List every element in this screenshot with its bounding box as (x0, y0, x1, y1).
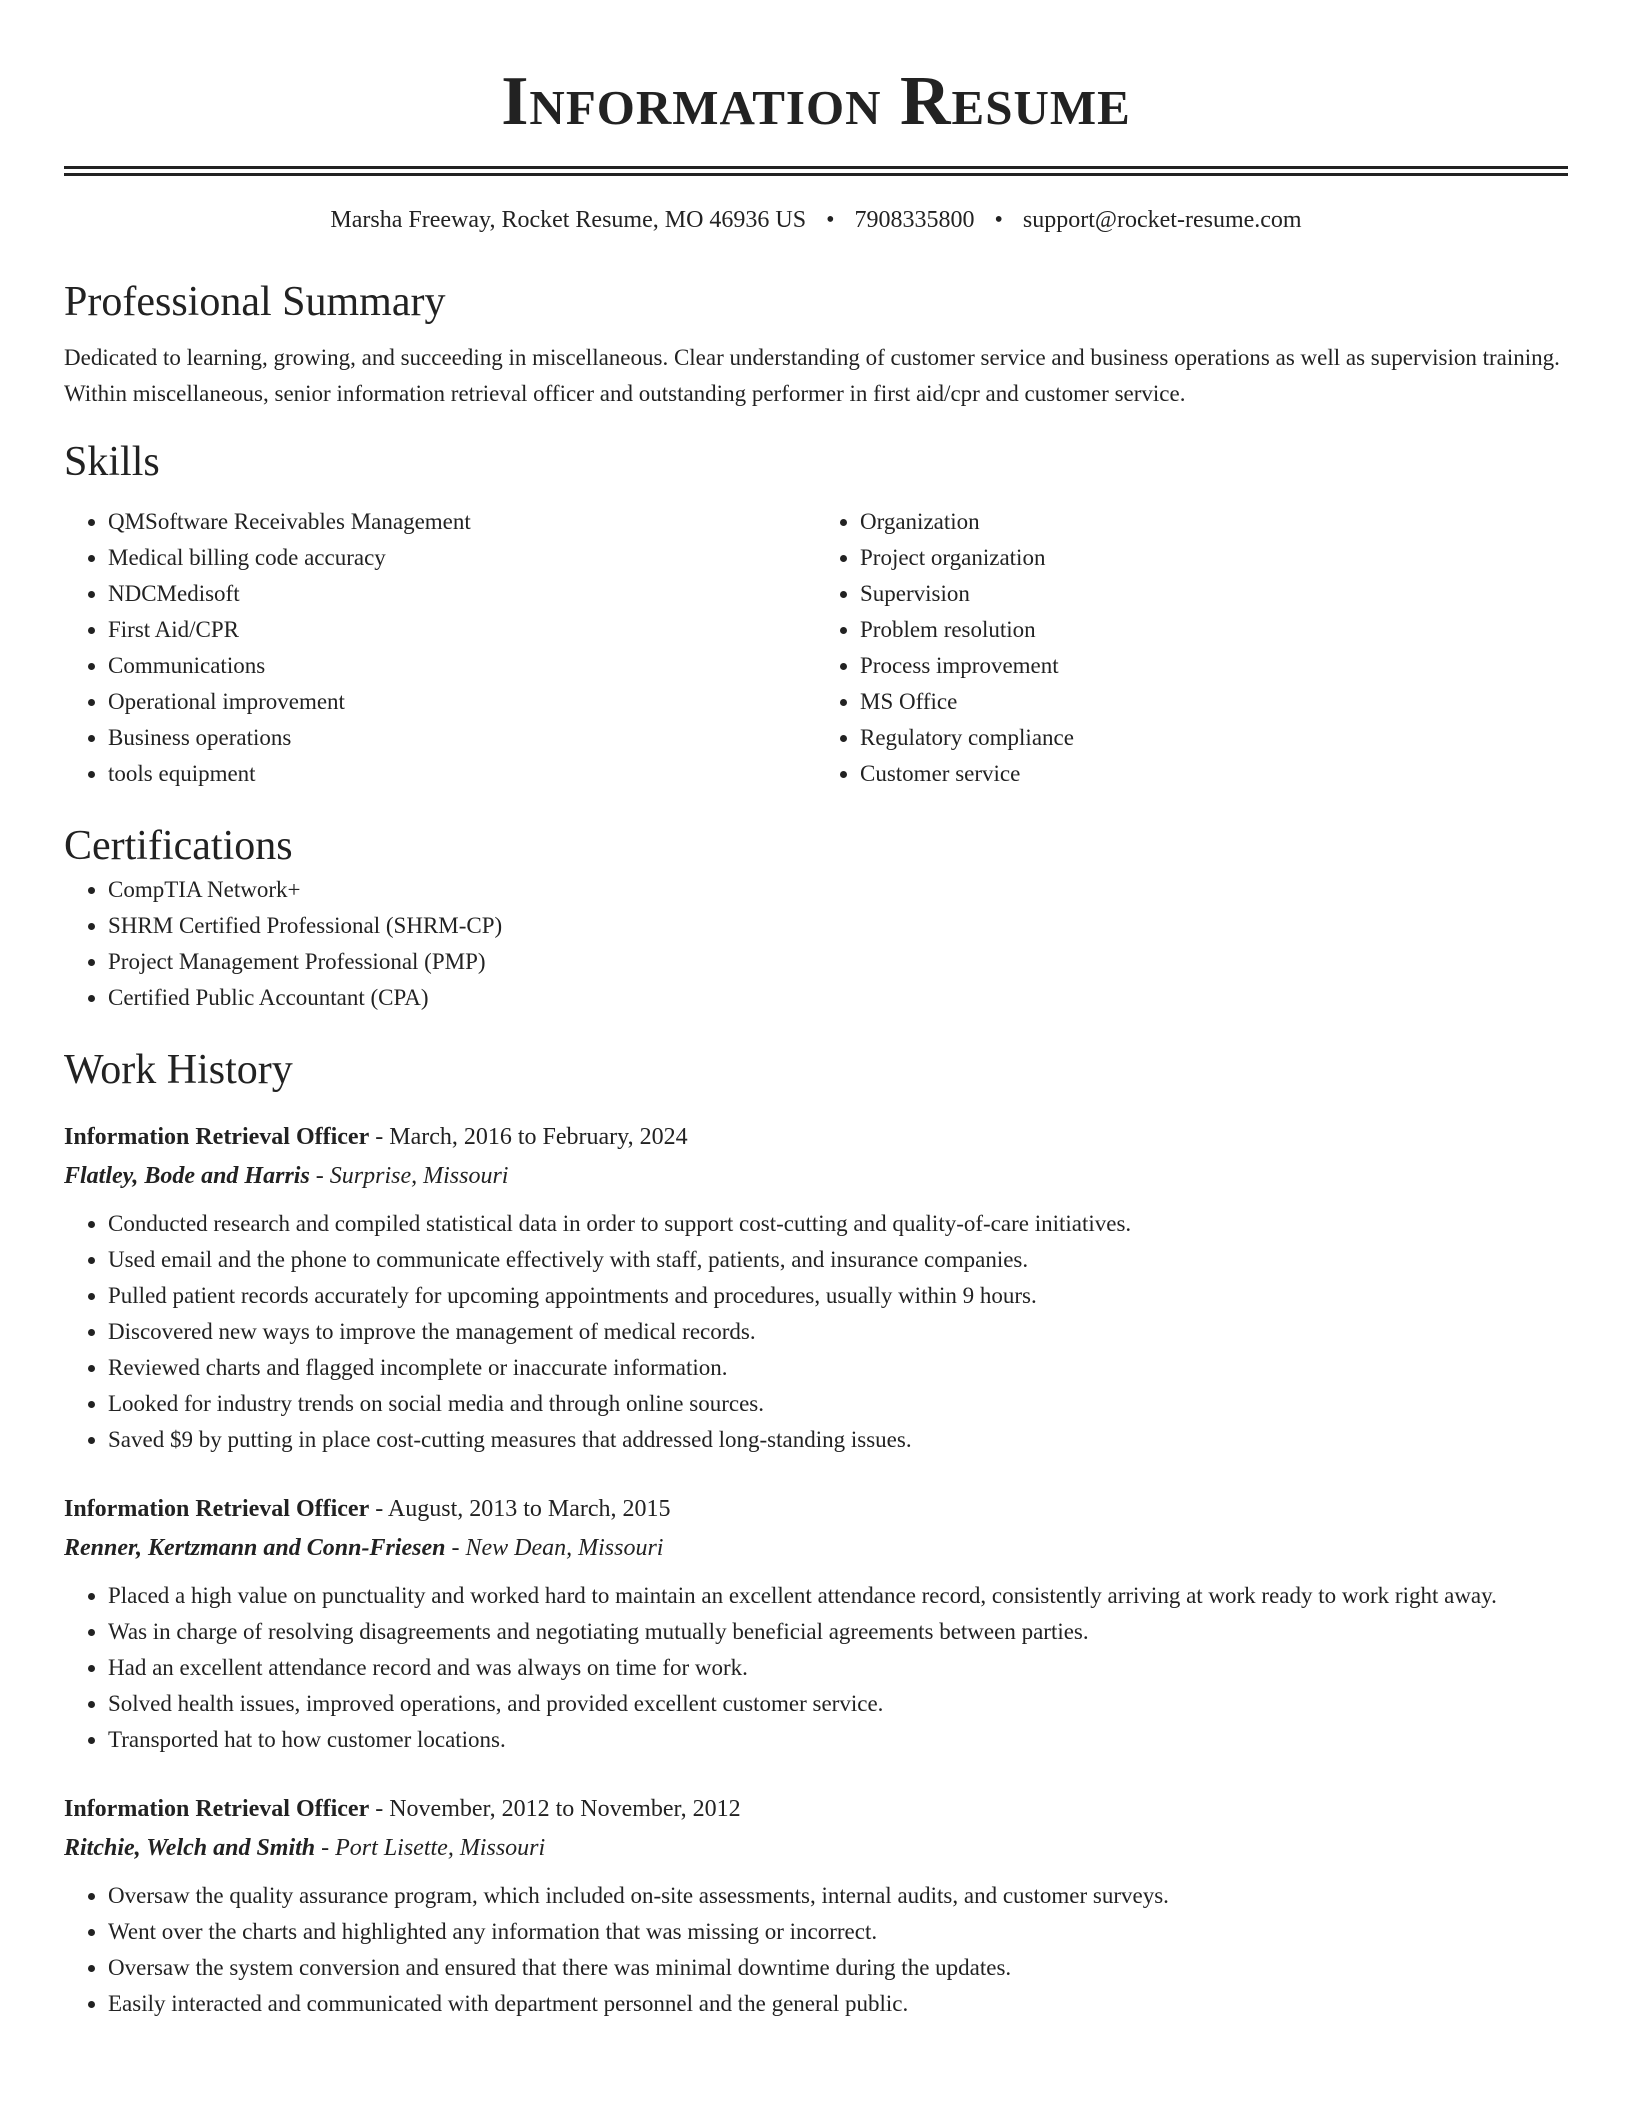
summary-heading: Professional Summary (64, 279, 446, 325)
job-location: - Port Lisette, Missouri (315, 1835, 546, 1861)
contact-separator: • (826, 207, 835, 233)
job-duty: • Placed a high value on punctuality and worked hard to maintain an excellent attendance record, consistently arriving at work ready to work right away. (108, 1578, 1568, 1614)
job-duty: • Saved $9 by putting in place cost-cutting measures that addressed long-standing issues. (108, 1422, 1568, 1458)
job-duty: • Went over the charts and highlighted any information that was missing or incorrect. (108, 1914, 1568, 1950)
job-dates: - August, 2013 to March, 2015 (369, 1496, 671, 1522)
job-company: Ritchie, Welch and Smith (64, 1835, 316, 1861)
job-company: Flatley, Bode and Harris (64, 1163, 310, 1189)
skill-item: • Customer service (860, 756, 1568, 792)
contact-email: support@rocket-resume.com (1022, 207, 1302, 233)
skills-list-right (816, 504, 1568, 792)
contact-phone: 7908335800 (854, 207, 975, 233)
certification-item: • Certified Public Accountant (CPA) (108, 980, 1568, 1016)
job-company: Renner, Kertzmann and Conn-Friesen (64, 1535, 446, 1561)
job-duty: • Transported hat to how customer locations. (108, 1722, 1568, 1758)
job-duties (64, 1878, 1568, 2022)
job-duty: • Oversaw the system conversion and ensured that there was minimal downtime during the updates. (108, 1950, 1568, 1986)
skill-item: • Business operations (108, 720, 816, 756)
summary-text: Dedicated to learning, growing, and succeeding in miscellaneous. Clear understanding of customer service and business operations as well as supervision training. Within miscellaneous, senior information retrieval officer and outstanding performer in first aid/cpr and customer service. (64, 345, 1560, 406)
skill-item: • Problem resolution (860, 612, 1568, 648)
skill-item: • Supervision (860, 576, 1568, 612)
title-double-rule (64, 166, 1568, 176)
certifications-list (64, 872, 1568, 1016)
resume-title: Information Resume (501, 63, 1131, 140)
job-duty: • Discovered new ways to improve the management of medical records. (108, 1314, 1568, 1350)
job-duty: • Conducted research and compiled statistical data in order to support cost-cutting and quality-of-care initiatives. (108, 1206, 1568, 1242)
skill-item: • NDCMedisoft (108, 576, 816, 612)
skill-item: • tools equipment (108, 756, 816, 792)
skills-heading: Skills (64, 439, 160, 485)
job-duties (64, 1578, 1568, 1758)
skill-item: • Organization (860, 504, 1568, 540)
job-dates: - March, 2016 to February, 2024 (369, 1124, 688, 1150)
skill-item: • Process improvement (860, 648, 1568, 684)
job-employer (64, 1156, 1568, 1196)
skill-item: • Project organization (860, 540, 1568, 576)
job-duty: • Pulled patient records accurately for upcoming appointments and procedures, usually within 9 hours. (108, 1278, 1568, 1314)
job-location: - New Dean, Missouri (445, 1535, 664, 1561)
skill-item: • Operational improvement (108, 684, 816, 720)
job-duty: • Reviewed charts and flagged incomplete or inaccurate information. (108, 1350, 1568, 1386)
job-header (64, 1490, 1568, 1528)
job-duties (64, 1206, 1568, 1458)
job-entry (64, 1118, 1568, 1458)
job-dates: - November, 2012 to November, 2012 (369, 1796, 741, 1822)
job-duty: • Oversaw the quality assurance program, which included on-site assessments, internal audits, and customer surveys. (108, 1878, 1568, 1914)
certification-item: • SHRM Certified Professional (SHRM-CP) (108, 908, 1568, 944)
skill-item: • Medical billing code accuracy (108, 540, 816, 576)
job-employer (64, 1528, 1568, 1568)
job-duty: • Looked for industry trends on social media and through online sources. (108, 1386, 1568, 1422)
work-history-heading: Work History (64, 1047, 293, 1093)
job-entry (64, 1790, 1568, 2022)
certifications-heading: Certifications (64, 823, 293, 869)
contact-separator: • (994, 207, 1003, 233)
job-title: Information Retrieval Officer (64, 1496, 370, 1522)
certification-item: • CompTIA Network+ (108, 872, 1568, 908)
job-employer (64, 1828, 1568, 1868)
job-header (64, 1790, 1568, 1828)
job-duty: • Easily interacted and communicated with department personnel and the general public. (108, 1986, 1568, 2022)
job-title: Information Retrieval Officer (64, 1124, 370, 1150)
skill-item: • Regulatory compliance (860, 720, 1568, 756)
contact-line (64, 204, 1568, 236)
job-duty: • Was in charge of resolving disagreements and negotiating mutually beneficial agreements between parties. (108, 1614, 1568, 1650)
job-location: - Surprise, Missouri (309, 1163, 509, 1189)
job-header (64, 1118, 1568, 1156)
job-title: Information Retrieval Officer (64, 1796, 370, 1822)
skills-columns (64, 504, 1568, 792)
job-duty: • Used email and the phone to communicate effectively with staff, patients, and insurance companies. (108, 1242, 1568, 1278)
certification-item: • Project Management Professional (PMP) (108, 944, 1568, 980)
skill-item: • First Aid/CPR (108, 612, 816, 648)
job-entry (64, 1490, 1568, 1758)
skill-item: • Communications (108, 648, 816, 684)
job-duty: • Had an excellent attendance record and was always on time for work. (108, 1650, 1568, 1686)
skills-list-left (64, 504, 816, 792)
skill-item: • QMSoftware Receivables Management (108, 504, 816, 540)
job-duty: • Solved health issues, improved operations, and provided excellent customer service. (108, 1686, 1568, 1722)
skill-item: • MS Office (860, 684, 1568, 720)
contact-address: Marsha Freeway, Rocket Resume, MO 46936 US (330, 207, 807, 233)
